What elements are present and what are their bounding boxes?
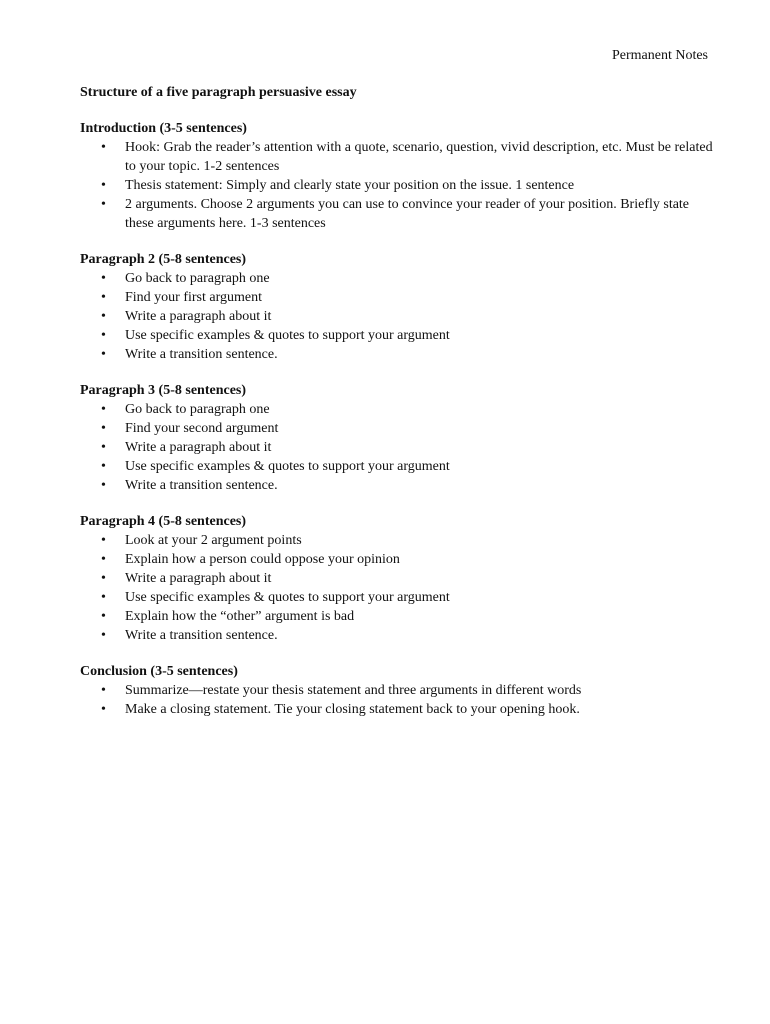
list-item <box>80 419 720 438</box>
bullet-icon: • <box>101 533 106 548</box>
bullet-list <box>80 138 720 233</box>
list-item <box>80 550 720 569</box>
bullet-icon: • <box>101 271 106 286</box>
section-paragraph-2 <box>80 250 720 364</box>
list-item <box>80 138 720 176</box>
bullet-icon: • <box>101 683 106 698</box>
bullet-icon: • <box>101 402 106 417</box>
list-item-text: 2 arguments. Choose 2 arguments you can use to convince your reader of your position. Briefly state these arguments here. 1-3 sentences <box>125 197 690 231</box>
section-conclusion <box>80 662 720 719</box>
list-item <box>80 476 720 495</box>
list-item <box>80 607 720 626</box>
bullet-icon: • <box>101 552 106 567</box>
list-item-text: Write a paragraph about it <box>125 440 272 455</box>
bullet-icon: • <box>101 347 106 362</box>
list-item-text: Write a transition sentence. <box>125 628 278 643</box>
bullet-icon: • <box>101 309 106 324</box>
section-paragraph-4 <box>80 512 720 645</box>
list-item-text: Go back to paragraph one <box>125 402 270 417</box>
list-item <box>80 626 720 645</box>
list-item-text: Make a closing statement. Tie your closing statement back to your opening hook. <box>125 702 580 717</box>
bullet-list <box>80 681 720 719</box>
bullet-icon: • <box>101 140 106 155</box>
bullet-icon: • <box>101 702 106 717</box>
section-heading: Paragraph 4 (5-8 sentences) <box>80 514 247 529</box>
list-item <box>80 588 720 607</box>
list-item-text: Use specific examples & quotes to support your argument <box>125 459 450 474</box>
bullet-icon: • <box>101 290 106 305</box>
section-heading: Introduction (3-5 sentences) <box>80 121 247 136</box>
list-item-text: Find your first argument <box>125 290 263 305</box>
list-item-text: Write a transition sentence. <box>125 478 278 493</box>
bullet-icon: • <box>101 459 106 474</box>
list-item <box>80 438 720 457</box>
list-item <box>80 288 720 307</box>
list-item <box>80 700 720 719</box>
document-title: Structure of a five paragraph persuasive essay <box>80 85 357 100</box>
list-item-text: Look at your 2 argument points <box>125 533 302 548</box>
list-item-text: Summarize—restate your thesis statement and three arguments in different words <box>125 683 582 698</box>
section-heading: Conclusion (3-5 sentences) <box>80 664 238 679</box>
document-content <box>80 83 720 736</box>
list-item <box>80 457 720 476</box>
list-item-text: Write a paragraph about it <box>125 571 272 586</box>
list-item <box>80 345 720 364</box>
bullet-list <box>80 269 720 364</box>
list-item <box>80 681 720 700</box>
bullet-icon: • <box>101 328 106 343</box>
list-item <box>80 307 720 326</box>
list-item-text: Go back to paragraph one <box>125 271 270 286</box>
list-item-text: Explain how the “other” argument is bad <box>125 609 355 624</box>
list-item-text: Hook: Grab the reader’s attention with a quote, scenario, question, vivid description, etc. Must be related to your topic. 1-2 sentences <box>125 140 713 174</box>
section-paragraph-3 <box>80 381 720 495</box>
list-item <box>80 400 720 419</box>
list-item-text: Use specific examples & quotes to support your argument <box>125 328 450 343</box>
list-item <box>80 531 720 550</box>
bullet-icon: • <box>101 571 106 586</box>
bullet-icon: • <box>101 197 106 212</box>
header-note: Permanent Notes <box>611 48 708 63</box>
list-item-text: Find your second argument <box>125 421 279 436</box>
bullet-icon: • <box>101 609 106 624</box>
list-item <box>80 326 720 345</box>
bullet-icon: • <box>101 178 106 193</box>
list-item-text: Write a transition sentence. <box>125 347 278 362</box>
list-item-text: Use specific examples & quotes to support your argument <box>125 590 450 605</box>
list-item <box>80 569 720 588</box>
section-heading: Paragraph 3 (5-8 sentences) <box>80 383 247 398</box>
bullet-icon: • <box>101 628 106 643</box>
list-item-text: Explain how a person could oppose your opinion <box>125 552 400 567</box>
bullet-icon: • <box>101 478 106 493</box>
section-heading: Paragraph 2 (5-8 sentences) <box>80 252 247 267</box>
list-item <box>80 269 720 288</box>
list-item-text: Thesis statement: Simply and clearly state your position on the issue. 1 sentence <box>125 178 575 193</box>
section-introduction <box>80 119 720 233</box>
bullet-list <box>80 400 720 495</box>
bullet-icon: • <box>101 421 106 436</box>
list-item <box>80 176 720 195</box>
list-item <box>80 195 720 233</box>
list-item-text: Write a paragraph about it <box>125 309 272 324</box>
bullet-icon: • <box>101 590 106 605</box>
bullet-list <box>80 531 720 645</box>
bullet-icon: • <box>101 440 106 455</box>
